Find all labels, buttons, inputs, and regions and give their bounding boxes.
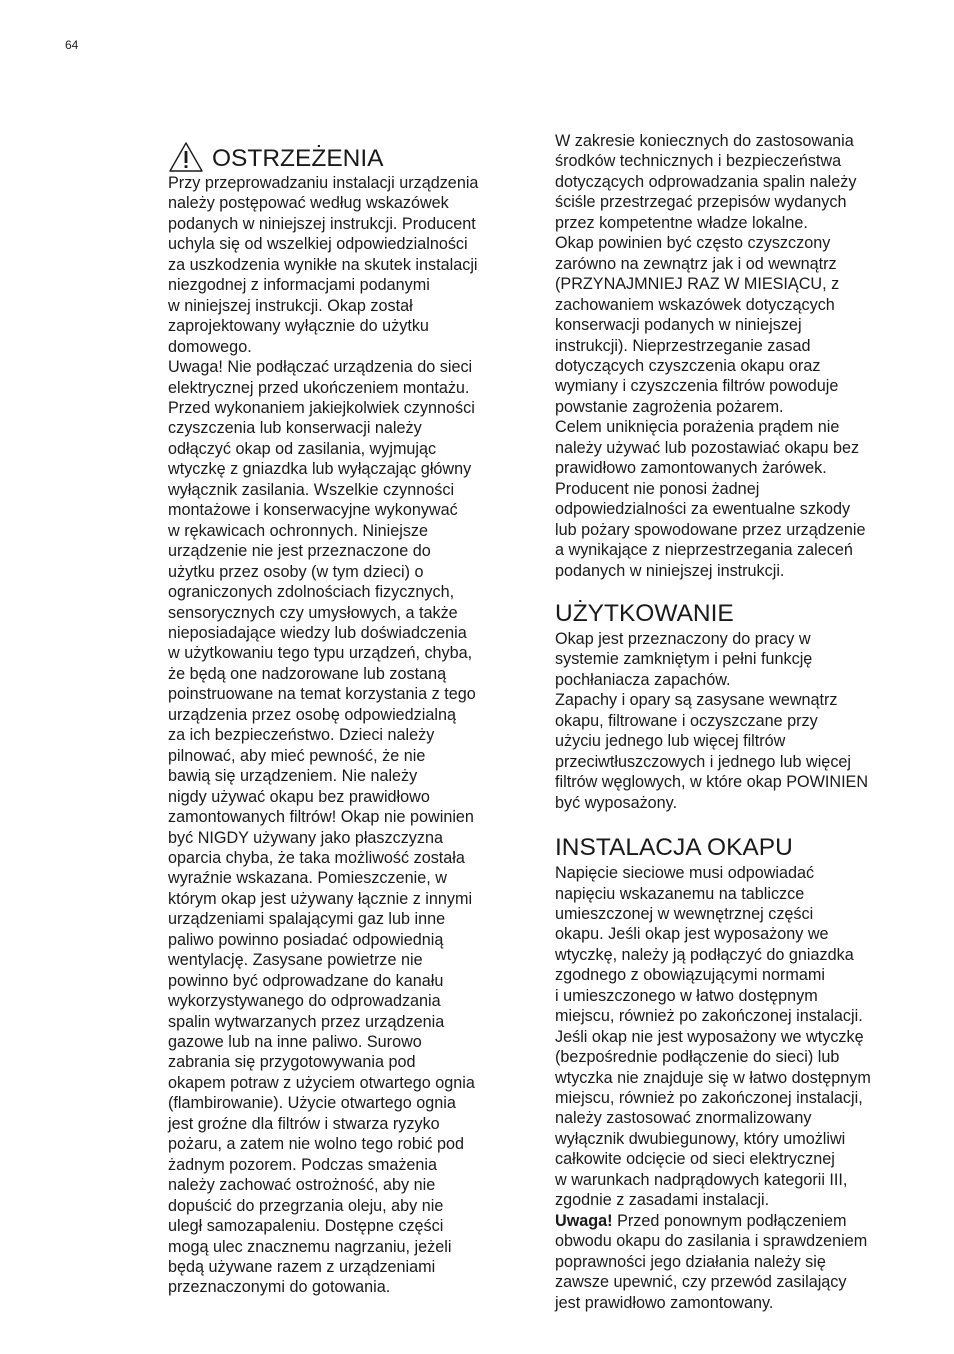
warning-triangle-icon bbox=[168, 141, 204, 173]
warnings-continued: W zakresie koniecznych do zastosowania środków technicznych i bezpieczeństwa dotyczących odprowadzania spalin należy ściśle przestrzegać przepisów wydanych przez kompetentne władze lokalne. Okap powinien być często czyszczony zarówno na zewnątrz jak i od wewnątrz (PRZYNAJMNIEJ RAZ W MIESIĄCU, z zachowaniem wskazówek dotyczących konserwacji podanych w niniejszej instrukcji). Nieprzestrzeganie zasad dotyczących czyszczenia okapu oraz wymiany i czyszczenia filtrów powoduje powstanie zagrożenia pożarem. Celem uniknięcia porażenia prądem nie należy używać lub pozostawiać okapu bez prawidłowo zamontowanych żarówek. Producent nie ponosi żadnej odpowiedzialności za ewentualne szkody lub pożary spowodowane przez urządzenie a wynikające z nieprzestrzegania zaleceń podanych w niniejszej instrukcji. bbox=[555, 132, 866, 580]
section-spacer bbox=[555, 581, 925, 599]
installation-title: INSTALACJA OKAPU bbox=[555, 834, 793, 862]
warnings-body: Przy przeprowadzaniu instalacji urządzenia należy postępować według wskazówek podanych w niniejszej instrukcji. Producent uchyla się od wszelkiej odpowiedzialności za uszkodzenia wynikłe na skutek instalacji niezgodnej z informacjami podanymi w niniejszej instrukcji. Okap został zaprojektowany wyłącznie do użytku domowego. Uwaga! Nie podłączać urządzenia do sieci elektrycznej przed ukończeniem montażu. Przed wykonaniem jakiejkolwiek czynności czyszczenia lub konserwacji należy odłączyć okap od zasilania, wyjmując wtyczkę z gniazdka lub wyłączając główny wyłącznik zasilania. Wszelkie czynności montażowe i konserwacyjne wykonywać w rękawicach ochronnych. Niniejsze urządzenie nie jest przeznaczone do użytku przez osoby (w tym dzieci) o ograniczonych zdolnościach fizycznych, sensorycznych czy umysłowych, a także nieposiadające wiedzy lub doświadczenia w użytkowaniu tego typu urządzeń, chyba, że będą one nadzorowane lub zostaną poinstruowane na temat korzystania z tego urządzenia przez osobę odpowiedzialną za ich bezpieczeństwo. Dzieci należy pilnować, aby mieć pewność, że nie bawią się urządzeniem. Nie należy nigdy używać okapu bez prawidłowo zamontowanych filtrów! Okap nie powinien być NIGDY używany jako płaszczyzna oparcia chyba, że taka możliwość została wyraźnie wskazana. Pomieszczenie, w którym okap jest używany łącznie z innymi urządzeniami spalającymi gaz lub inne paliwo powinno posiadać odpowiednią wentylację. Zasysane powietrze nie powinno być odprowadzane do kanału wykorzystywanego do odprowadzania spalin wytwarzanych przez urządzenia gazowe lub na inne paliwo. Surowo zabrania się przygotowywania pod okapem potraw z użyciem otwartego ognia (flambirowanie). Użycie otwartego ognia jest groźne dla filtrów i stwarza ryzyko pożaru, a zatem nie wolno tego robić pod żadnym pozorem. Podczas smażenia należy zachować ostrożność, aby nie dopuścić do przegrzania oleju, aby nie uległ samozapaleniu. Dostępne części mogą ulec znacznemu nagrzaniu, jeżeli będą używane razem z urządzeniami przeznaczonymi do gotowania. bbox=[168, 174, 479, 1297]
warnings-heading-row bbox=[168, 141, 528, 173]
note-label: Uwaga! bbox=[555, 1211, 613, 1230]
left-column bbox=[168, 141, 528, 1298]
usage-title: UŻYTKOWANIE bbox=[555, 599, 734, 627]
warnings-title: OSTRZEŻENIA bbox=[212, 145, 384, 172]
right-column bbox=[555, 131, 925, 1313]
installation-note bbox=[555, 1211, 925, 1313]
note-body: Przed ponownym podłączeniem obwodu okapu do zasilania i sprawdzeniem poprawności jego działania należy się zawsze upewnić, czy przewód zasilający jest prawidłowo zamontowany. bbox=[555, 1211, 868, 1312]
section-spacer bbox=[555, 813, 925, 833]
usage-body: Okap jest przeznaczony do pracy w systemie zamkniętym i pełni funkcję pochłaniacza zapachów. Zapachy i opary są zasysane wewnątrz okapu, filtrowane i oczyszczane przy użyciu jednego lub więcej filtrów przeciwtłuszczowych i jednego lub więcej filtrów węglowych, w które okap POWINIEN być wyposażony. bbox=[555, 629, 869, 812]
page-number: 64 bbox=[65, 38, 79, 52]
installation-body: Napięcie sieciowe musi odpowiadać napięciu wskazanemu na tabliczce umieszczonej w wewnętrznej części okapu. Jeśli okap jest wyposażony we wtyczkę, należy ją podłączyć do gniazdka zgodnego z obowiązującymi normami i umieszczonego w łatwo dostępnym miejscu, również po zakończonej instalacji. Jeśli okap nie jest wyposażony we wtyczkę (bezpośrednie podłączenie do sieci) lub wtyczka nie znajduje się w łatwo dostępnym miejscu, również po zakończonej instalacji, należy zastosować znormalizowany wyłącznik dwubiegunowy, który umożliwi całkowite odcięcie od sieci elektrycznej w warunkach nadprądowych kategorii III, zgodnie z zasadami instalacji. bbox=[555, 864, 871, 1210]
